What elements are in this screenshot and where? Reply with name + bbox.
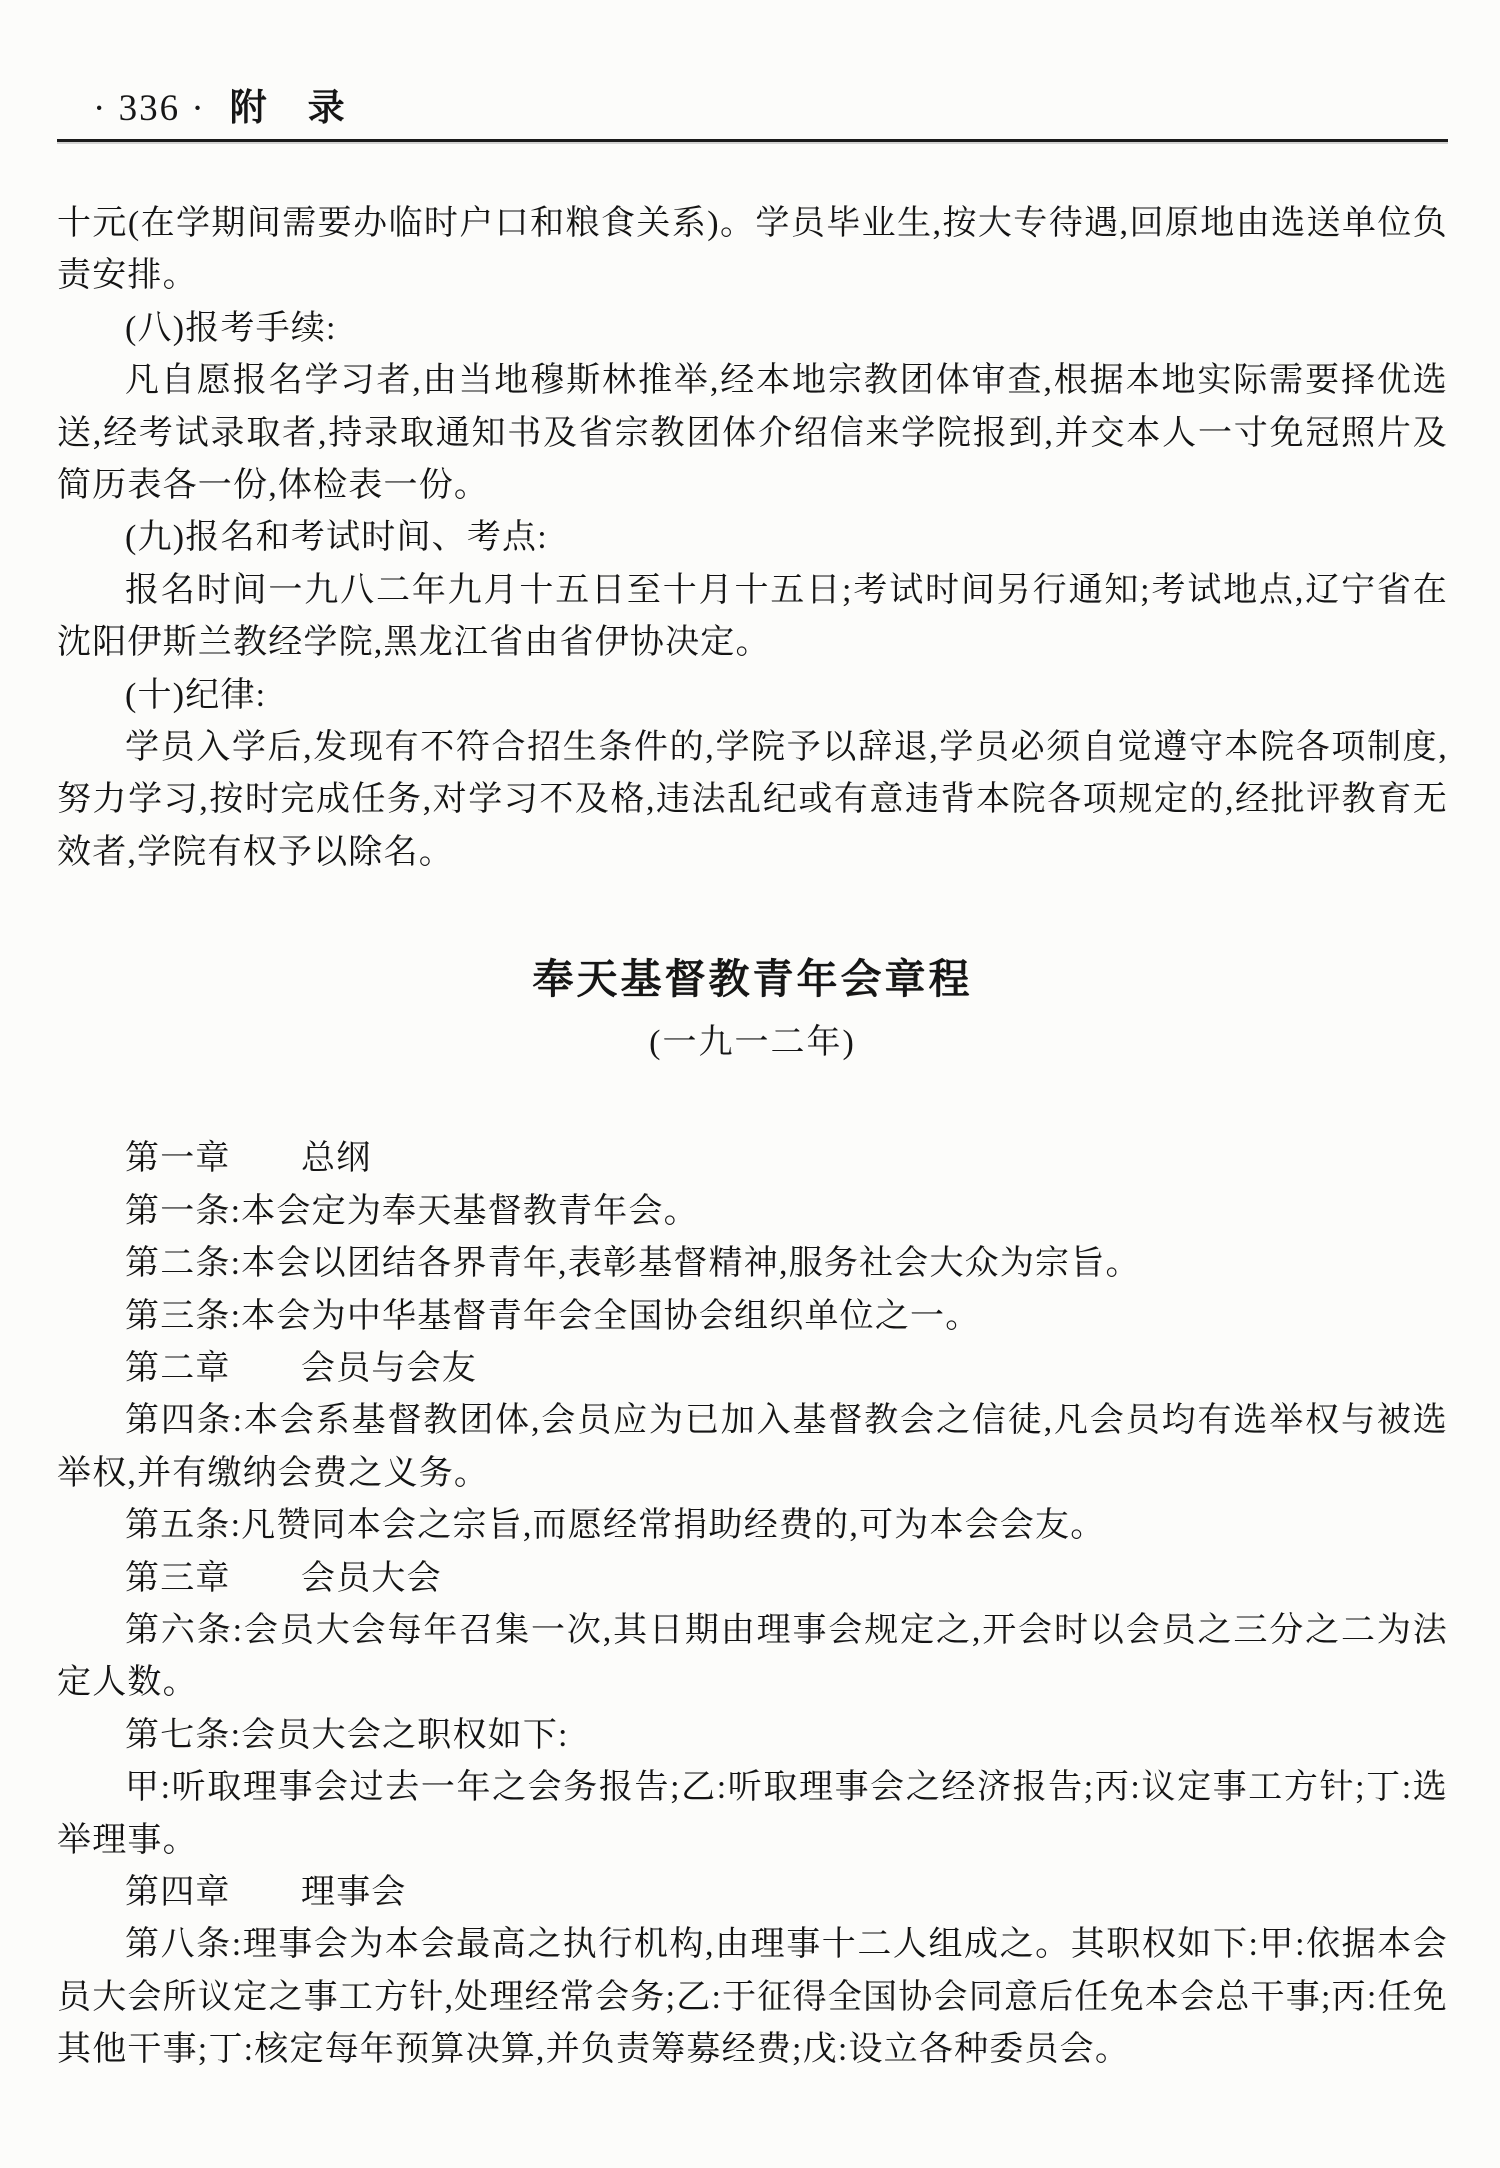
charter-year: (一九一二年)	[649, 1024, 856, 1062]
paragraph: 报名时间一九八二年九月十五日至十月十五日;考试时间另行通知;考试地点,辽宁省在沈阳伊斯兰教经学院,黑龙江省由省伊协决定。	[57, 571, 1448, 662]
header-rule	[57, 139, 1448, 142]
article: 第五条:凡赞同本会之宗旨,而愿经常捐助经费的,可为本会会友。	[125, 1507, 1106, 1545]
charter-articles	[57, 1133, 1448, 2076]
paragraph: 学员入学后,发现有不符合招生条件的,学院予以辞退,学员必须自觉遵守本院各项制度,努力学习,按时完成任务,对学习不及格,违法乱纪或有意违背本院各项规定的,经批评教育无效者,学院有权予以除名。	[57, 729, 1448, 871]
charter-title: 奉天基督教青年会章程	[532, 956, 973, 1003]
paragraph: (九)报名和考试时间、考点:	[125, 519, 548, 557]
paragraph: (八)报考手续:	[125, 309, 337, 347]
chapter-heading: 第三章 会员大会	[125, 1559, 442, 1597]
article: 第八条:理事会为本会最高之执行机构,由理事十二人组成之。其职权如下:甲:依据本会员大会所议定之事工方针,处理经常会务;乙:于征得全国协会同意后任免本会总干事;丙:任免其他干事;丁:核定每年预算决算,并负责筹募经费;戊:设立各种委员会。	[57, 1926, 1448, 2069]
page-header	[57, 0, 1448, 142]
article: 第一条:本会定为奉天基督教青年会。	[125, 1192, 699, 1230]
article: 第四条:本会系基督教团体,会员应为已加入基督教会之信徒,凡会员均有选举权与被选举权,并有缴纳会费之义务。	[57, 1402, 1448, 1492]
paragraph: 凡自愿报名学习者,由当地穆斯林推举,经本地宗教团体审查,根据本地实际需要择优选送,经考试录取者,持录取通知书及省宗教团体介绍信来学院报到,并交本人一寸免冠照片及简历表各一份,体检表一份。	[57, 362, 1448, 505]
article: 第六条:会员大会每年召集一次,其日期由理事会规定之,开会时以会员之三分之二为法定人数。	[57, 1611, 1448, 1702]
running-header	[57, 0, 1448, 130]
chapter-heading: 第二章 会员与会友	[125, 1349, 477, 1387]
chapter-heading: 第四章 理事会	[125, 1873, 407, 1911]
admissions-notice-continuation	[57, 198, 1448, 879]
paragraph: 十元(在学期间需要办临时户口和粮食关系)。学员毕业生,按大专待遇,回原地由选送单位负责安排。	[57, 205, 1448, 295]
article: 第二条:本会以团结各界青年,表彰基督精神,服务社会大众为宗旨。	[125, 1245, 1141, 1283]
chapter-heading: 第一章 总纲	[125, 1140, 372, 1178]
article: 第三条:本会为中华基督青年会全国协会组织单位之一。	[125, 1297, 981, 1335]
paragraph: (十)纪律:	[125, 676, 267, 714]
article: 甲:听取理事会过去一年之会务报告;乙:听取理事会之经济报告;丙:议定事工方针;丁:选举理事。	[57, 1769, 1448, 1859]
page-body	[57, 198, 1448, 2077]
charter-section	[57, 955, 1448, 2076]
article: 第七条:会员大会之职权如下:	[125, 1716, 569, 1754]
section-title: 附 录	[229, 88, 347, 129]
page-number: · 336 ·	[93, 88, 206, 129]
